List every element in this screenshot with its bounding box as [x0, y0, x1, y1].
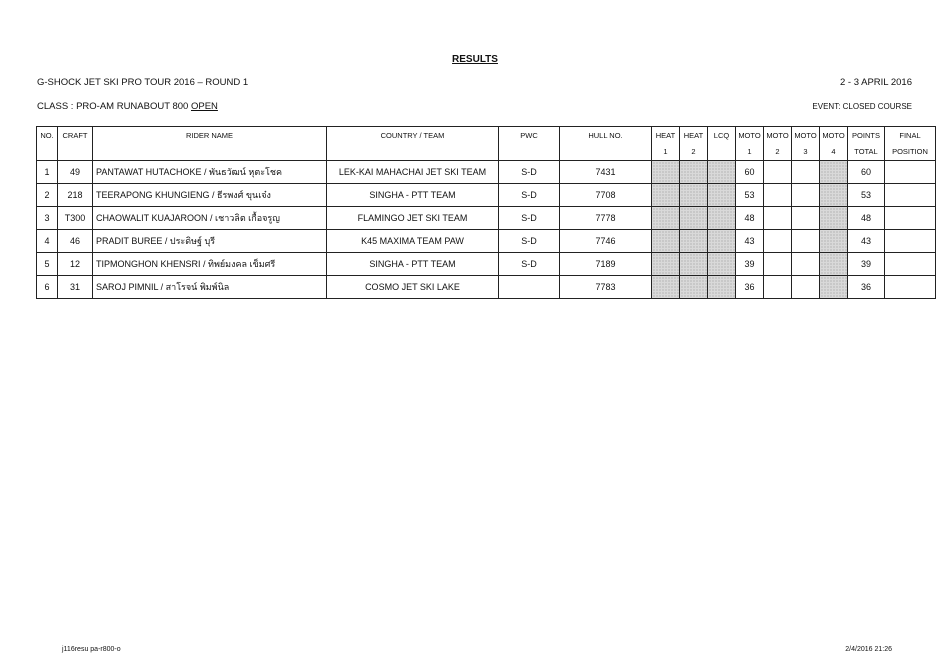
col-pwc: PWC	[499, 127, 560, 144]
cell-craft: T300	[58, 207, 93, 230]
cell-pwc: S-D	[499, 230, 560, 253]
cell-moto2	[764, 161, 792, 184]
cell-moto4	[820, 276, 848, 299]
results-table	[36, 126, 936, 299]
cell-moto4	[820, 161, 848, 184]
cell-moto1: 43	[736, 230, 764, 253]
cell-heat2	[680, 276, 708, 299]
cell-moto3	[792, 184, 820, 207]
cell-country: K45 MAXIMA TEAM PAW	[327, 230, 499, 253]
cell-heat1	[652, 184, 680, 207]
col-moto1: MOTO	[736, 127, 764, 144]
cell-heat1	[652, 207, 680, 230]
col-pwc-sub	[499, 144, 560, 161]
cell-moto3	[792, 230, 820, 253]
cell-moto4	[820, 207, 848, 230]
cell-no: 5	[37, 253, 58, 276]
cell-final	[885, 276, 936, 299]
cell-moto2	[764, 253, 792, 276]
col-rider: RIDER NAME	[93, 127, 327, 144]
cell-country: SINGHA - PTT TEAM	[327, 253, 499, 276]
table-row	[37, 184, 936, 207]
cell-moto1: 53	[736, 184, 764, 207]
cell-moto4	[820, 230, 848, 253]
cell-no: 4	[37, 230, 58, 253]
event-name: G-SHOCK JET SKI PRO TOUR 2016 – ROUND 1	[37, 77, 249, 88]
cell-pwc: S-D	[499, 184, 560, 207]
cell-lcq	[708, 184, 736, 207]
table-header	[37, 127, 936, 161]
cell-hull: 7189	[560, 253, 652, 276]
event-date: 2 - 3 APRIL 2016	[839, 77, 912, 88]
cell-lcq	[708, 230, 736, 253]
col-final: FINAL	[885, 127, 936, 144]
cell-final	[885, 230, 936, 253]
cell-pwc: S-D	[499, 253, 560, 276]
cell-heat1	[652, 276, 680, 299]
col-no-sub	[37, 144, 58, 161]
cell-total: 43	[848, 230, 885, 253]
cell-moto1: 36	[736, 276, 764, 299]
cell-moto3	[792, 161, 820, 184]
footer-file-code: j116resu pa-r800-o	[62, 646, 121, 653]
table-row	[37, 161, 936, 184]
class-open: OPEN	[190, 101, 218, 112]
cell-moto4	[820, 253, 848, 276]
col-heat2-sub: 2	[680, 144, 708, 161]
cell-final	[885, 207, 936, 230]
cell-no: 6	[37, 276, 58, 299]
col-country-sub	[327, 144, 499, 161]
cell-rider: CHAOWALIT KUAJAROON / เชาวลิต เกื้อจรูญ	[93, 207, 327, 230]
col-craft-sub	[58, 144, 93, 161]
col-moto2-sub: 2	[764, 144, 792, 161]
cell-craft: 49	[58, 161, 93, 184]
col-rider-sub	[93, 144, 327, 161]
cell-heat2	[680, 184, 708, 207]
cell-rider: SAROJ PIMNIL / สาโรจน์ พิมพ์นิล	[93, 276, 327, 299]
footer-timestamp: 2/4/2016 21:26	[845, 646, 892, 653]
cell-heat2	[680, 253, 708, 276]
cell-total: 48	[848, 207, 885, 230]
table-row	[37, 253, 936, 276]
col-moto4: MOTO	[820, 127, 848, 144]
cell-pwc: S-D	[499, 207, 560, 230]
col-no: NO.	[37, 127, 58, 144]
cell-heat1	[652, 253, 680, 276]
cell-hull: 7708	[560, 184, 652, 207]
col-craft: CRAFT	[58, 127, 93, 144]
col-points: POINTS	[848, 127, 885, 144]
col-moto1-sub: 1	[736, 144, 764, 161]
cell-moto4	[820, 184, 848, 207]
cell-moto1: 60	[736, 161, 764, 184]
cell-pwc	[499, 276, 560, 299]
cell-craft: 12	[58, 253, 93, 276]
cell-final	[885, 161, 936, 184]
cell-rider: PANTAWAT HUTACHOKE / พันธวัฒน์ หุตะโชค	[93, 161, 327, 184]
cell-lcq	[708, 161, 736, 184]
cell-lcq	[708, 276, 736, 299]
cell-craft: 46	[58, 230, 93, 253]
cell-pwc: S-D	[499, 161, 560, 184]
col-hull: HULL NO.	[560, 127, 652, 144]
cell-total: 60	[848, 161, 885, 184]
cell-hull: 7746	[560, 230, 652, 253]
col-lcq-sub	[708, 144, 736, 161]
cell-rider: TIPMONGHON KHENSRI / ทิพย์มงคล เข็มศรี	[93, 253, 327, 276]
page-title: RESULTS	[452, 54, 498, 65]
col-hull-sub	[560, 144, 652, 161]
cell-moto2	[764, 207, 792, 230]
cell-country: LEK-KAI MAHACHAI JET SKI TEAM	[327, 161, 499, 184]
cell-moto3	[792, 253, 820, 276]
cell-country: COSMO JET SKI LAKE	[327, 276, 499, 299]
class-line	[37, 101, 218, 112]
col-heat2: HEAT	[680, 127, 708, 144]
col-heat1: HEAT	[652, 127, 680, 144]
cell-final	[885, 253, 936, 276]
cell-heat2	[680, 161, 708, 184]
col-moto3-sub: 3	[792, 144, 820, 161]
cell-moto2	[764, 230, 792, 253]
cell-moto2	[764, 184, 792, 207]
col-lcq: LCQ	[708, 127, 736, 144]
col-final-sub: POSITION	[885, 144, 936, 161]
cell-hull: 7431	[560, 161, 652, 184]
cell-heat1	[652, 161, 680, 184]
cell-moto2	[764, 276, 792, 299]
cell-no: 2	[37, 184, 58, 207]
cell-rider: TEERAPONG KHUNGIENG / ธีรพงศ์ ขุนเจ๋ง	[93, 184, 327, 207]
cell-lcq	[708, 207, 736, 230]
cell-heat2	[680, 230, 708, 253]
cell-craft: 31	[58, 276, 93, 299]
cell-lcq	[708, 253, 736, 276]
cell-craft: 218	[58, 184, 93, 207]
cell-total: 53	[848, 184, 885, 207]
event-type: EVENT: CLOSED COURSE	[812, 102, 912, 111]
class-name: CLASS : PRO-AM RUNABOUT 800	[37, 101, 189, 112]
cell-hull: 7778	[560, 207, 652, 230]
cell-no: 1	[37, 161, 58, 184]
table-body	[37, 161, 936, 299]
col-points-sub: TOTAL	[848, 144, 885, 161]
cell-moto3	[792, 207, 820, 230]
cell-hull: 7783	[560, 276, 652, 299]
cell-country: SINGHA - PTT TEAM	[327, 184, 499, 207]
col-moto3: MOTO	[792, 127, 820, 144]
cell-heat1	[652, 230, 680, 253]
col-moto2: MOTO	[764, 127, 792, 144]
cell-total: 36	[848, 276, 885, 299]
col-moto4-sub: 4	[820, 144, 848, 161]
col-heat1-sub: 1	[652, 144, 680, 161]
cell-heat2	[680, 207, 708, 230]
table-row	[37, 230, 936, 253]
cell-moto1: 48	[736, 207, 764, 230]
cell-total: 39	[848, 253, 885, 276]
col-country: COUNTRY / TEAM	[327, 127, 499, 144]
table-row	[37, 276, 936, 299]
cell-rider: PRADIT BUREE / ประดิษฐ์ บุรี	[93, 230, 327, 253]
cell-no: 3	[37, 207, 58, 230]
table-row	[37, 207, 936, 230]
cell-country: FLAMINGO JET SKI TEAM	[327, 207, 499, 230]
cell-moto1: 39	[736, 253, 764, 276]
cell-final	[885, 184, 936, 207]
cell-moto3	[792, 276, 820, 299]
